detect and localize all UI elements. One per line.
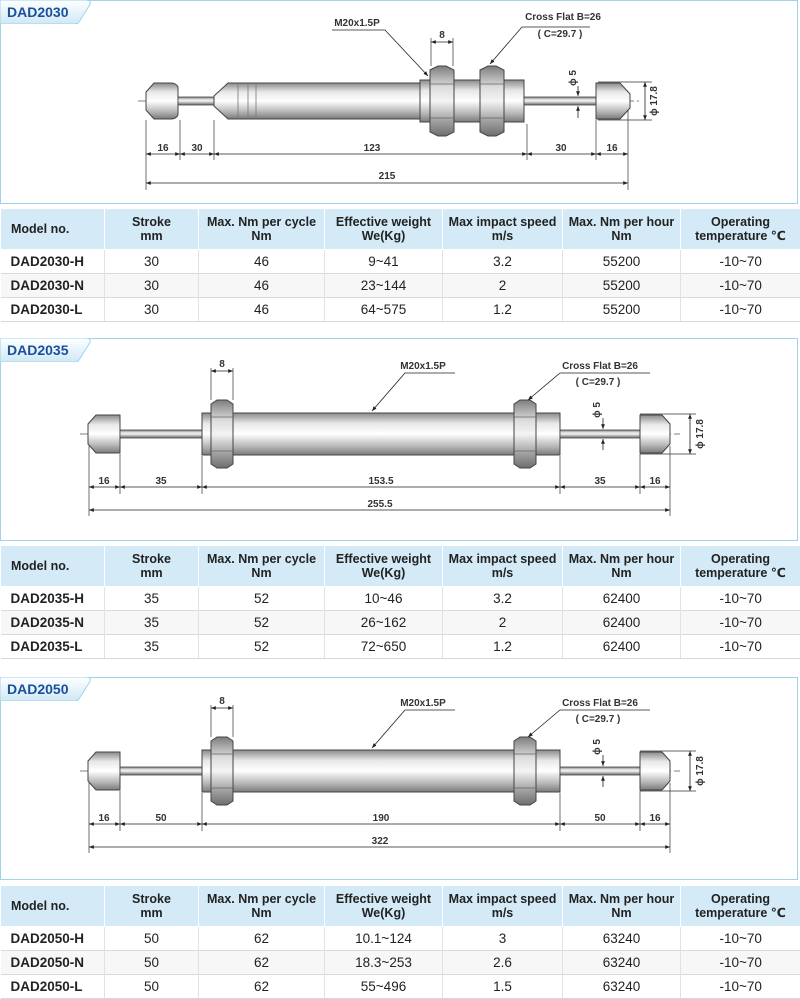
dim-label: 30: [555, 143, 567, 154]
col-impact-speed: Max impact speed m/s: [443, 209, 563, 250]
left-rod: [120, 430, 202, 438]
right-rod: [560, 767, 640, 775]
left-cap: [88, 752, 120, 790]
body: [202, 413, 560, 455]
total-length-label: 215: [379, 171, 396, 182]
dim-label: 50: [594, 813, 606, 824]
col-model: Model no.: [1, 886, 105, 927]
body: [214, 83, 420, 119]
spec-table: [0, 885, 800, 999]
left-rod: [178, 97, 214, 105]
technical-drawing: [0, 338, 800, 541]
col-max-nm-cycle: Max. Nm per cycle Nm: [199, 546, 325, 587]
dim-label: 16: [649, 813, 661, 824]
rod-diameter-label: ϕ 5: [592, 402, 603, 418]
body: [202, 750, 560, 792]
right-rod: [524, 97, 596, 105]
cap-diameter-label: ϕ 17.8: [649, 86, 660, 116]
col-effective-weight: Effective weight We(Kg): [325, 209, 443, 250]
table-row: DAD2050-H 50 62 10.1~124 3 63240 -10~70: [1, 927, 800, 951]
table-row: DAD2050-N 50 62 18.3~253 2.6 63240 -10~70: [1, 951, 800, 975]
col-impact-speed: Max impact speed m/s: [443, 886, 563, 927]
table-header: [1, 886, 800, 927]
col-impact-speed: Max impact speed m/s: [443, 546, 563, 587]
col-stroke: Stroke mm: [105, 886, 199, 927]
dim-label: 16: [157, 143, 169, 154]
dim-label: 16: [606, 143, 618, 154]
nut-width-label: 8: [219, 696, 225, 707]
table-header: [1, 209, 800, 250]
table-row: DAD2030-N 30 46 23~144 2 55200 -10~70: [1, 274, 800, 298]
nut-right: [514, 737, 536, 805]
nut-width-label: 8: [439, 30, 445, 41]
total-length-label: 255.5: [367, 499, 392, 510]
table-row: DAD2030-L 30 46 64~575 1.2 55200 -10~70: [1, 298, 800, 322]
dim-label: 16: [649, 476, 661, 487]
col-effective-weight: Effective weight We(Kg): [325, 886, 443, 927]
dim-label: 35: [594, 476, 606, 487]
dim-label: 35: [155, 476, 167, 487]
table-row: DAD2050-L 50 62 55~496 1.5 63240 -10~70: [1, 975, 800, 999]
section-title: DAD2030: [0, 4, 68, 20]
spec-table: [0, 208, 800, 322]
col-nm-hour: Max. Nm per hour Nm: [563, 209, 681, 250]
nut-width-label: 8: [219, 359, 225, 370]
cap-diameter-label: ϕ 17.8: [695, 419, 706, 449]
thread-label: M20x1.5P: [400, 698, 446, 709]
rod-diameter-label: ϕ 5: [568, 70, 579, 86]
cross-flat-c-label: ( C=29.7 ): [576, 377, 621, 388]
right-cap: [640, 415, 670, 453]
left-rod: [120, 767, 202, 775]
right-cap: [640, 752, 670, 790]
col-nm-hour: Max. Nm per hour Nm: [563, 886, 681, 927]
col-model: Model no.: [1, 546, 105, 587]
dim-label: 16: [98, 476, 110, 487]
dim-label: 153.5: [368, 476, 393, 487]
table-header: [1, 546, 800, 587]
col-temperature: Operating temperature ℃: [681, 886, 800, 927]
rod-diameter-label: ϕ 5: [592, 739, 603, 755]
nut-right: [514, 400, 536, 468]
cap-diameter-label: ϕ 17.8: [695, 756, 706, 786]
col-temperature: Operating temperature ℃: [681, 546, 800, 587]
total-length-label: 322: [372, 836, 389, 847]
table-row: DAD2035-L 35 52 72~650 1.2 62400 -10~70: [1, 635, 800, 659]
table-row: DAD2035-N 35 52 26~162 2 62400 -10~70: [1, 611, 800, 635]
cross-flat-c-label: ( C=29.7 ): [538, 29, 583, 40]
right-rod: [560, 430, 640, 438]
col-max-nm-cycle: Max. Nm per cycle Nm: [199, 209, 325, 250]
section-title: DAD2035: [0, 342, 68, 358]
dim-label: 16: [98, 813, 110, 824]
table-row: DAD2030-H 30 46 9~41 3.2 55200 -10~70: [1, 250, 800, 274]
cross-flat-label: Cross Flat B=26: [525, 12, 601, 23]
dim-label: 30: [191, 143, 203, 154]
col-nm-hour: Max. Nm per hour Nm: [563, 546, 681, 587]
col-stroke: Stroke mm: [105, 209, 199, 250]
col-model: Model no.: [1, 209, 105, 250]
left-cap: [146, 83, 178, 119]
right-cap: [596, 83, 630, 119]
col-max-nm-cycle: Max. Nm per cycle Nm: [199, 886, 325, 927]
cross-flat-label: Cross Flat B=26: [562, 698, 638, 709]
nut-left: [211, 737, 233, 805]
nut-left: [211, 400, 233, 468]
cross-flat-label: Cross Flat B=26: [562, 361, 638, 372]
technical-drawing: [0, 677, 800, 880]
nut-right: [480, 66, 504, 136]
dim-label: 123: [364, 143, 381, 154]
dim-label: 50: [155, 813, 167, 824]
col-temperature: Operating temperature ℃: [681, 209, 800, 250]
nut-left: [430, 66, 454, 136]
dim-label: 190: [373, 813, 390, 824]
left-cap: [88, 415, 120, 453]
thread-label: M20x1.5P: [334, 18, 380, 29]
cross-flat-c-label: ( C=29.7 ): [576, 714, 621, 725]
section-title: DAD2050: [0, 681, 68, 697]
technical-drawing: [0, 0, 800, 204]
spec-table: [0, 545, 800, 659]
col-stroke: Stroke mm: [105, 546, 199, 587]
table-row: DAD2035-H 35 52 10~46 3.2 62400 -10~70: [1, 587, 800, 611]
col-effective-weight: Effective weight We(Kg): [325, 546, 443, 587]
thread-label: M20x1.5P: [400, 361, 446, 372]
